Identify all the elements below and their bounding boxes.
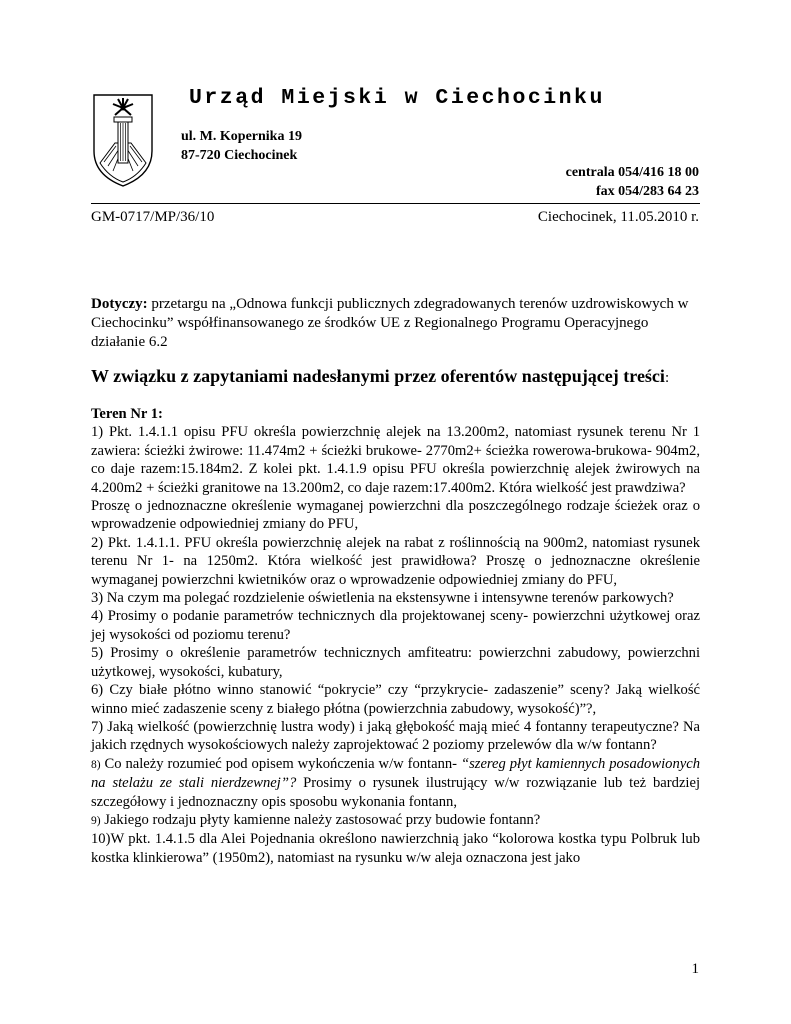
question-9-number: 9) [91, 814, 101, 827]
page-number: 1 [691, 961, 699, 977]
address-city: 87-720 Ciechocinek [181, 148, 298, 163]
question-4: 4) Prosimy o podanie parametrów technicznych dla projektowanej sceny- powierzchni użytkowej oraz jej wysokości od poziomu terenu? [91, 608, 700, 643]
question-8-text-b: Prosimy o rysunek ilustrujący w/w rozwiązanie lub też bardziej szczegółowy i jednoznaczny opis sposobu wykonania fontann, [91, 775, 701, 810]
heading-text: W związku z zapytaniami nadesłanymi przez oferentów następującej treści [91, 366, 665, 386]
question-8-text-a: Co należy rozumieć pod opisem wykończenia w/w fontann- [100, 755, 461, 772]
question-5: 5) Prosimy o określenie parametrów technicznych amfiteatru: powierzchni zabudowy, powierzchni użytkowej, wysokości, kubatury, [91, 645, 700, 680]
question-9 [91, 811, 700, 830]
question-8-quote: “szereg płyt kamiennych posadowionych na stelażu ze stali nierdzewnej”? [91, 755, 700, 792]
subject-label: Dotyczy: [91, 296, 148, 312]
question-6: 6) Czy białe płótno winno stanowić “pokrycie” czy “przykrycie- zadaszenie” sceny? Jaką wielkość winno mieć zadaszenie sceny z białego płótna (powierzchnia zabudowy, wysokość)”?, [91, 682, 700, 717]
question-1: 1) Pkt. 1.4.1.1 opisu PFU określa powierzchnię alejek na 13.200m2, natomiast rysunek terenu Nr 1 zawiera: ścieżki żwirowe: 11.474m2 + ścieżki brukowe- 2770m2+ ścieżka rowerowa-brukowa- 904m2, co daje razem:15.184m2. Z kolei pkt. 1.4.1.9 opisu PFU określa powierzchnię alejek żwirowych na 4.200m2 + ścieżki granitowe na 13.200m2, co daje razem:17.400m2. Która wielkość jest prawdziwa? [91, 424, 700, 496]
question-8 [91, 755, 700, 811]
office-contacts [566, 163, 699, 201]
question-7: 7) Jaką wielkość (powierzchnię lustra wody) i jaką głębokość mają mieć 4 fontanny terapeutyczne? Na jakich rzędnych wysokościowych należy zaprojektować 2 poziomy przelewów dla w/w fontann? [91, 718, 700, 754]
question-9-text: Jakiego rodzaju płyty kamienne należy zastosować przy budowie fontann? [100, 811, 541, 828]
subject-paragraph [91, 295, 700, 352]
heading-colon: : [664, 370, 670, 386]
phone-number: centrala 054/416 18 00 [565, 165, 699, 180]
section-title: Teren Nr 1: [91, 406, 163, 422]
letter-date: Ciechocinek, 11.05.2010 r. [537, 209, 699, 225]
questions-body [91, 405, 700, 867]
question-8-number: 8) [91, 758, 101, 771]
header-divider [91, 203, 700, 204]
question-10: 10)W pkt. 1.4.1.5 dla Alei Pojednania określono nawierzchnią jako “kolorowa kostka typu Polbruk lub kostka klinkierowa” (1950m2), natomiast na rysunku w/w aleja oznaczona jest jako [91, 831, 700, 866]
reference-number: GM-0717/MP/36/10 [91, 209, 215, 225]
office-title: Urząd Miejski w Ciechocinku [189, 86, 605, 110]
office-address [181, 127, 302, 165]
question-2: 2) Pkt. 1.4.1.1. PFU określa powierzchnię alejek na rabat z roślinnością na 900m2, natomiast rysunek terenu Nr 1- na 1250m2. Która wielkość jest prawidłowa? Proszę o jednoznaczne określenie wymaganej powierzchni kwietników oraz o wprowadzenie odpowiedniej zmiany do PFU, [91, 534, 700, 588]
coat-of-arms-logo [92, 93, 154, 188]
question-1-request: Proszę o jednoznaczne określenie wymaganej powierzchni dla poszczególnego rodzaje ścieżek oraz o wprowadzenie odpowiedniej zmiany do PFU, [91, 498, 700, 533]
subject-text: przetargu na „Odnowa funkcji publicznych zdegradowanych terenów uzdrowiskowych w Ciechocinku” współfinansowanego ze środków UE z Regionalnego Programu Operacyjnego działanie 6.2 [91, 296, 689, 350]
fax-number: fax 054/283 64 23 [595, 184, 699, 199]
section-heading [91, 366, 669, 387]
address-street: ul. M. Kopernika 19 [181, 129, 302, 144]
question-3: 3) Na czym ma polegać rozdzielenie oświetlenia na ekstensywne i intensywne terenów parkowych? [91, 590, 674, 607]
